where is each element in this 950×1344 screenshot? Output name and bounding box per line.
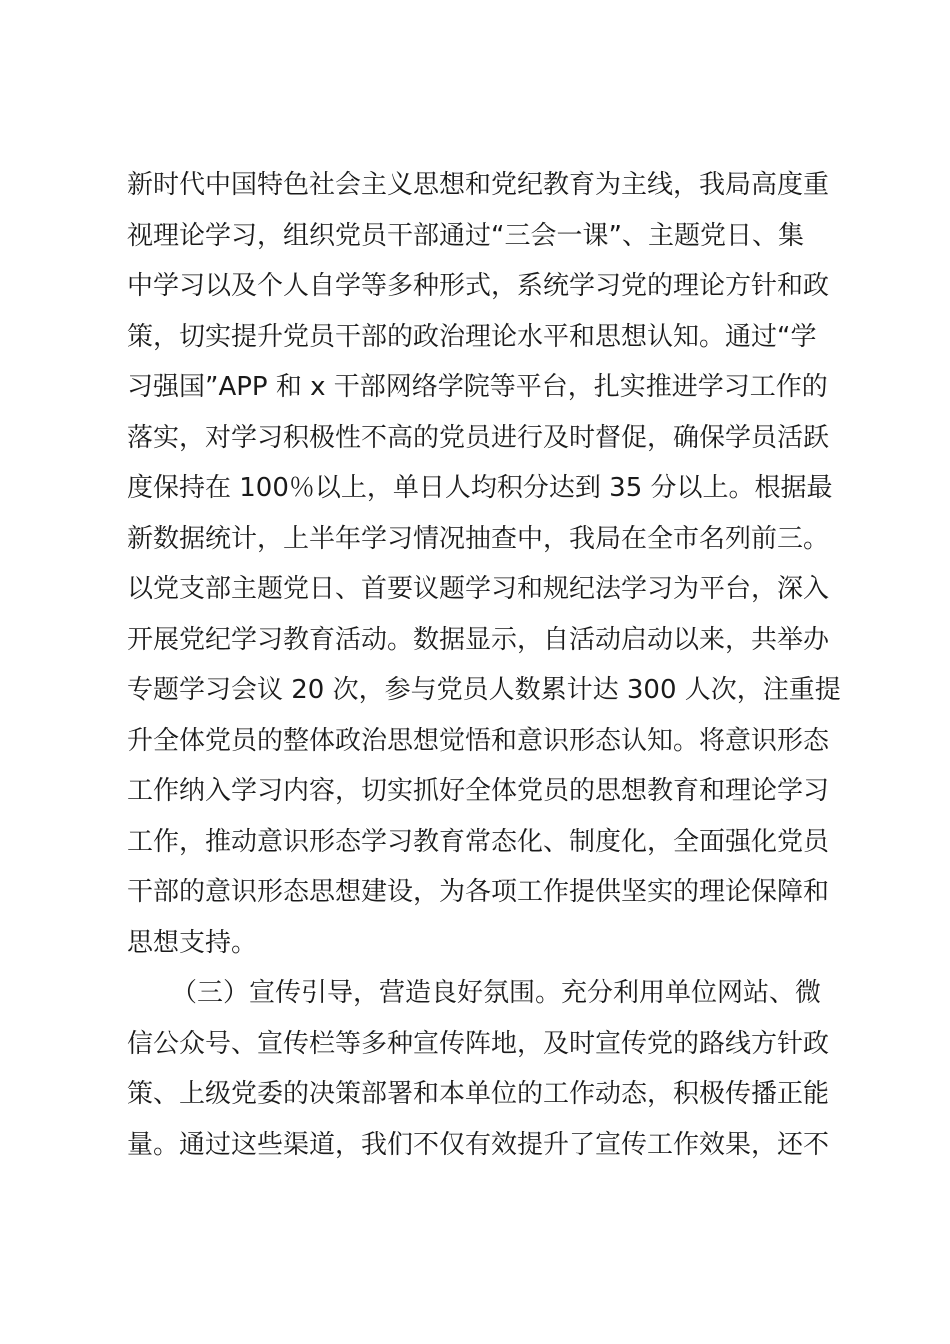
- text-line: 习强国”APP 和 x 干部网络学院等平台，扎实推进学习工作的: [127, 372, 828, 402]
- text-line: 策，切实提升党员干部的政治理论水平和思想认知。通过“学: [127, 321, 817, 352]
- text-line: 策、上级党委的决策部署和本单位的工作动态，积极传播正能: [127, 1079, 830, 1109]
- section-heading-line: （三）宣传引导，营造良好氛围。充分利用单位网站、微: [171, 978, 822, 1008]
- text-line: 专题学习会议 20 次，参与党员人数累计达 300 人次，注重提: [127, 675, 841, 705]
- text-line: 以党支部主题党日、首要议题学习和规纪法学习为平台，深入: [127, 574, 830, 604]
- text-line: 视理论学习，组织党员干部通过“三会一课”、主题党日、集: [127, 220, 804, 251]
- text-line: 量。通过这些渠道，我们不仅有效提升了宣传工作效果，还不: [127, 1129, 830, 1160]
- text-line: 开展党纪学习教育活动。数据显示，自活动启动以来，共举办: [127, 624, 830, 655]
- text-line: 中学习以及个人自学等多种形式，系统学习党的理论方针和政: [127, 271, 830, 301]
- text-line: 干部的意识形态思想建设，为各项工作提供坚实的理论保障和: [127, 877, 830, 907]
- text-line: 工作，推动意识形态学习教育常态化、制度化，全面强化党员: [127, 826, 830, 857]
- text-line: 升全体党员的整体政治思想觉悟和意识形态认知。将意识形态: [127, 725, 830, 756]
- text-line: 工作纳入学习内容，切实抓好全体党员的思想教育和理论学习: [127, 776, 830, 806]
- document-body: [127, 160, 839, 1170]
- text-line: 思想支持。: [127, 927, 258, 958]
- text-line: 信公众号、宣传栏等多种宣传阵地，及时宣传党的路线方针政: [127, 1028, 830, 1059]
- text-line: 度保持在 100％以上，单日人均积分达到 35 分以上。根据最: [127, 473, 833, 503]
- text-line: 新数据统计，上半年学习情况抽查中，我局在全市名列前三。: [127, 523, 830, 554]
- text-line: 新时代中国特色社会主义思想和党纪教育为主线，我局高度重: [127, 170, 830, 200]
- text-line: 落实，对学习积极性不高的党员进行及时督促，确保学员活跃: [127, 422, 830, 453]
